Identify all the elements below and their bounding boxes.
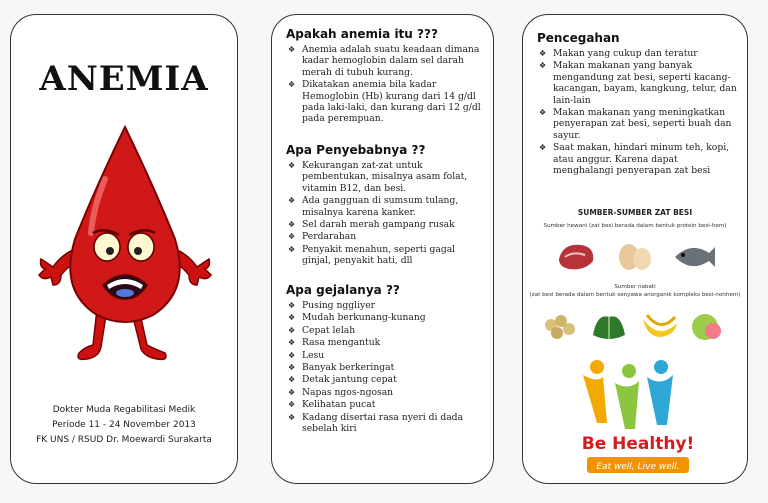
list-item: ❖ Penyakit menahun, seperti gagal ginjal, penyakit hati, dll	[288, 243, 456, 267]
diamond-bullet-icon: ❖	[288, 363, 296, 373]
list-item: ❖ Saat makan, hindari minum teh, kopi, atau anggur. Karena dapat menghalangi penyerapan zat besi	[539, 142, 730, 177]
section-causes	[286, 143, 483, 268]
list-item: ❖ Makan yang cukup dan teratur	[539, 48, 698, 59]
cover-credits	[11, 403, 237, 448]
diamond-bullet-icon: ❖	[288, 375, 296, 385]
section-what-is-anemia	[286, 27, 483, 126]
heme-foods-image	[535, 235, 735, 275]
list-item: ❖ Detak jantung cepat	[288, 374, 397, 386]
list-item: ❖ Kadang disertai rasa nyeri di dada sebelah kiri	[288, 411, 464, 435]
prevention-panel	[522, 14, 748, 484]
diamond-bullet-icon: ❖	[288, 220, 296, 230]
list-item: ❖ Ada gangguan di sumsum tulang, misalnya karena kanker.	[288, 195, 459, 218]
diamond-bullet-icon: ❖	[288, 350, 296, 360]
diamond-bullet-icon: ❖	[539, 143, 547, 153]
list-item: ❖ Dikatakan anemia bila kadar Hemoglobin (Hb) kurang dari 14 g/dl pada laki-laki, dan kurang dari 12 g/dl pada perempuan.	[288, 79, 481, 125]
eggs-icon	[613, 235, 657, 275]
logo-tagline: Eat well, Live well.	[596, 462, 680, 472]
list-item: ❖ Sel darah merah gampang rusak	[288, 219, 455, 231]
credit-line: FK UNS / RSUD Dr. Moewardi Surakarta	[36, 435, 212, 445]
spinach-icon	[587, 305, 631, 345]
list-item: ❖ Rasa mengantuk	[288, 337, 381, 349]
credit-line: Periode 11 - 24 November 2013	[52, 420, 196, 430]
be-healthy-logo	[573, 353, 703, 483]
diamond-bullet-icon: ❖	[288, 387, 296, 397]
guava-icon	[685, 305, 729, 345]
list-item: ❖ Kelihatan pucat	[288, 399, 376, 411]
diamond-bullet-icon: ❖	[288, 232, 296, 242]
diamond-bullet-icon: ❖	[288, 412, 296, 422]
diamond-bullet-icon: ❖	[288, 244, 296, 254]
list-item: ❖ Lesu	[288, 349, 325, 361]
info-panel	[271, 14, 494, 484]
diamond-bullet-icon: ❖	[288, 301, 296, 310]
section-prevention	[537, 31, 737, 177]
cover-panel	[10, 14, 238, 484]
credit-line: Dokter Muda Regabilitasi Medik	[52, 405, 196, 415]
diamond-bullet-icon: ❖	[288, 161, 296, 170]
diamond-bullet-icon: ❖	[288, 400, 296, 410]
nonheme-foods-image	[535, 305, 735, 345]
iron-sources-title: SUMBER-SUMBER ZAT BESI	[577, 208, 693, 217]
beans-icon	[539, 305, 583, 345]
list-item: ❖ Pusing nggliyer	[288, 300, 376, 311]
list-item: ❖ Mudah berkunang-kunang	[288, 312, 426, 324]
nonheme-sources-label: Sumber nabati (zat besi berada dalam bentuk senyawa anorganik kompleks besi-nonhem)	[529, 284, 741, 298]
section-symptoms	[286, 283, 483, 435]
diamond-bullet-icon: ❖	[288, 325, 296, 335]
heme-sources-label: Sumber hewani (zat besi berada dalam bentuk protein besi-hem)	[543, 223, 727, 229]
diamond-bullet-icon: ❖	[539, 49, 547, 58]
list-item: ❖ Kekurangan zat-zat untuk pembentukan, misalnya asam folat, vitamin B12, dan besi.	[288, 160, 468, 194]
diamond-bullet-icon: ❖	[288, 338, 296, 348]
blood-drop-mascot-image	[35, 109, 215, 379]
list-item: ❖ Makan makanan yang banyak mengandung zat besi, seperti kacang-kacangan, bayam, kangkung, telur, dan lain-lain	[539, 60, 737, 106]
meat-icon	[555, 235, 599, 275]
list-item: ❖ Cepat lelah	[288, 324, 356, 336]
section-heading: Pencegahan	[537, 31, 620, 45]
list-item: ❖ Banyak berkeringat	[288, 362, 395, 374]
list-item: ❖ Perdarahan	[288, 231, 357, 243]
cover-title: ANEMIA	[39, 59, 209, 99]
section-heading: Apa gejalanya ??	[286, 283, 400, 297]
bananas-icon	[637, 305, 681, 345]
logo-text: Be Healthy!	[581, 434, 695, 454]
diamond-bullet-icon: ❖	[288, 80, 296, 90]
list-item: ❖ Napas ngos-ngosan	[288, 386, 394, 398]
list-item: ❖ Makan makanan yang meningkatkan penyerapan zat besi, seperti buah dan sayur.	[539, 107, 732, 141]
section-heading: Apa Penyebabnya ??	[286, 143, 426, 157]
section-heading: Apakah anemia itu ???	[286, 27, 438, 41]
fish-icon	[673, 235, 717, 275]
diamond-bullet-icon: ❖	[539, 108, 547, 118]
diamond-bullet-icon: ❖	[288, 45, 296, 54]
list-item: ❖ Anemia adalah suatu keadaan dimana kadar hemoglobin dalam sel darah merah di tubuh kurang.	[288, 44, 480, 78]
diamond-bullet-icon: ❖	[539, 61, 547, 71]
diamond-bullet-icon: ❖	[288, 313, 296, 323]
diamond-bullet-icon: ❖	[288, 196, 296, 206]
